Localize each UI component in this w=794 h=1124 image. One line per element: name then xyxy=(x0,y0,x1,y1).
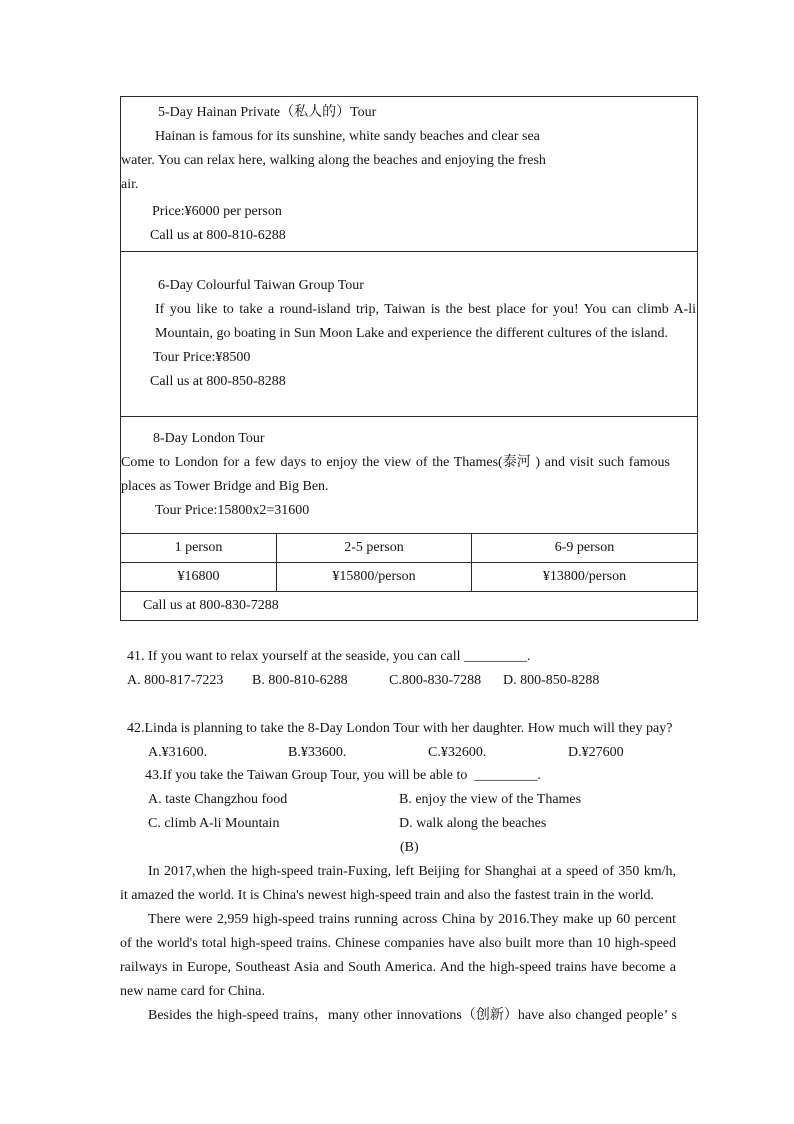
question-42-option-c: C.¥32600. xyxy=(428,745,487,760)
question-41-option-a: A. 800-817-7223 xyxy=(127,673,224,688)
passage-line: of the world's total high-speed trains. Chinese companies have also built more than 10 high-speed xyxy=(120,936,676,951)
passage-line: railways in Europe, Southeast Asia and South America. And the high-speed trains have become a xyxy=(120,960,676,975)
table-divider xyxy=(120,562,698,563)
table-divider xyxy=(120,533,698,534)
price-table-price-cell: ¥16800 xyxy=(177,569,220,584)
london-tour-description-line: Come to London for a few days to enjoy the view of the Thames(泰河 ) and visit such famous xyxy=(121,455,670,470)
question-42-option-d: D.¥27600 xyxy=(568,745,624,760)
london-tour-contact: Call us at 800-830-7288 xyxy=(143,598,279,613)
question-41-option-d: D. 800-850-8288 xyxy=(503,673,600,688)
question-41-stem: 41. If you want to relax yourself at the seaside, you can call _________. xyxy=(127,649,531,664)
price-table-price-cell: ¥15800/person xyxy=(332,569,416,584)
question-41-option-c: C.800-830-7288 xyxy=(389,673,482,688)
table-divider xyxy=(120,251,698,252)
passage-line: it amazed the world. It is China's newest high-speed train and also the fastest train in the world. xyxy=(120,888,654,903)
price-table-header-cell: 2-5 person xyxy=(344,540,404,555)
taiwan-tour-price: Tour Price:¥8500 xyxy=(153,350,251,365)
question-42-stem: 42.Linda is planning to take the 8-Day London Tour with her daughter. How much will they pay? xyxy=(127,721,673,736)
question-43-option-d: D. walk along the beaches xyxy=(399,816,547,831)
taiwan-tour-description-line: If you like to take a round-island trip, Taiwan is the best place for you! You can climb A-li xyxy=(155,302,696,317)
passage-line: There were 2,959 high-speed trains running across China by 2016.They make up 60 percent xyxy=(148,912,676,927)
hainan-tour-price: Price:¥6000 per person xyxy=(152,204,282,219)
hainan-tour-description-line: water. You can relax here, walking along the beaches and enjoying the fresh xyxy=(121,153,546,168)
taiwan-tour-description-line: Mountain, go boating in Sun Moon Lake and experience the different cultures of the island. xyxy=(155,326,668,341)
hainan-tour-description-line: Hainan is famous for its sunshine, white sandy beaches and clear sea xyxy=(155,129,540,144)
question-43-option-c: C. climb A-li Mountain xyxy=(148,816,280,831)
question-43-option-a: A. taste Changzhou food xyxy=(148,792,288,807)
london-tour-title: 8-Day London Tour xyxy=(153,431,265,446)
table-divider xyxy=(120,591,698,592)
question-42-option-b: B.¥33600. xyxy=(288,745,347,760)
table-divider xyxy=(120,416,698,417)
hainan-tour-title: 5-Day Hainan Private（私人的）Tour xyxy=(158,105,377,120)
london-tour-description-line: places as Tower Bridge and Big Ben. xyxy=(121,479,329,494)
question-42-option-a: A.¥31600. xyxy=(148,745,208,760)
question-43-stem: 43.If you take the Taiwan Group Tour, you will be able to _________. xyxy=(145,768,541,783)
question-41-option-b: B. 800-810-6288 xyxy=(252,673,348,688)
taiwan-tour-title: 6-Day Colourful Taiwan Group Tour xyxy=(158,278,364,293)
hainan-tour-contact: Call us at 800-810-6288 xyxy=(150,228,286,243)
passage-line: In 2017,when the high-speed train-Fuxing, left Beijing for Shanghai at a speed of 350 km/h, xyxy=(148,864,676,879)
london-tour-price: Tour Price:15800x2=31600 xyxy=(155,503,310,518)
question-43-option-b: B. enjoy the view of the Thames xyxy=(399,792,582,807)
passage-line: Besides the high-speed trains，many other innovations（创新）have also changed people’ s xyxy=(148,1008,677,1023)
price-table-header-cell: 1 person xyxy=(174,540,223,555)
section-b-label: (B) xyxy=(400,840,419,855)
taiwan-tour-contact: Call us at 800-850-8288 xyxy=(150,374,286,389)
passage-line: new name card for China. xyxy=(120,984,265,999)
hainan-tour-description-line: air. xyxy=(121,177,139,192)
price-table-header-cell: 6-9 person xyxy=(554,540,615,555)
price-table-price-cell: ¥13800/person xyxy=(542,569,627,584)
